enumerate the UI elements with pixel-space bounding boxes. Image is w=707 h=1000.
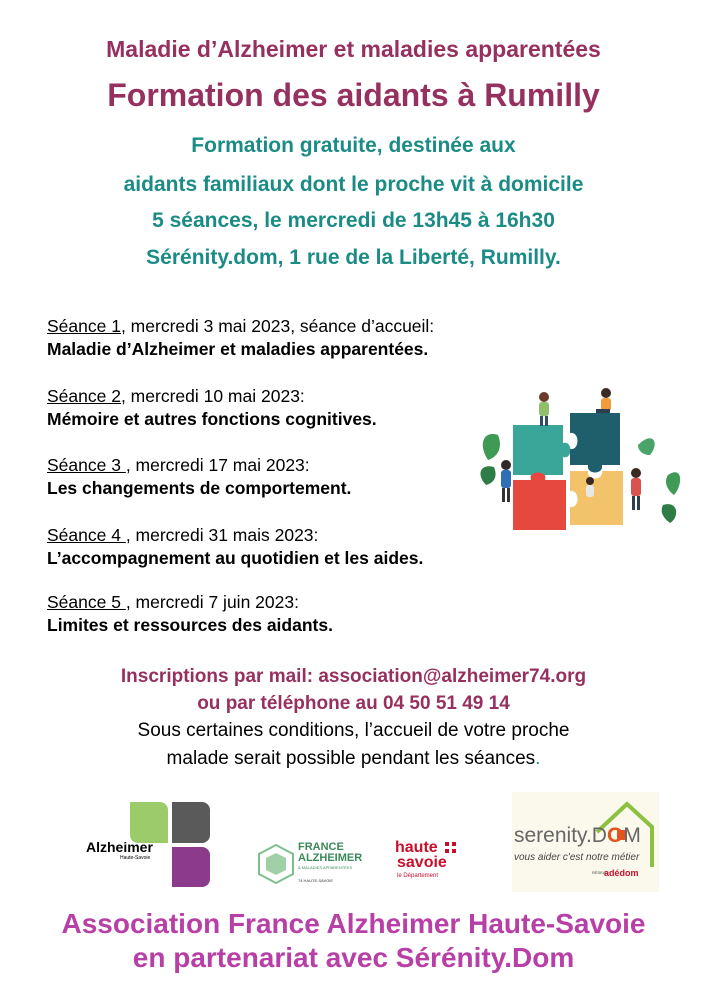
fa-logo-line1: FRANCE — [298, 841, 344, 853]
session-topic: Maladie d’Alzheimer et maladies apparentées. — [47, 339, 429, 359]
hs-logo-line3: le Département — [397, 873, 439, 879]
alzheimer-logo-name: Alzheimer — [86, 839, 153, 855]
session-label: Séance 5 — [47, 592, 126, 612]
registration-phone: ou par téléphone au 04 50 51 49 14 — [197, 693, 510, 714]
serenity-dom-logo — [512, 792, 659, 892]
puzzle-illustration — [478, 385, 683, 533]
header-subtitle: Maladie d’Alzheimer et maladies apparentées — [106, 36, 601, 62]
session-3 — [47, 455, 351, 498]
alzheimer-logo-region: Haute-Savoie — [120, 855, 151, 861]
france-alzheimer-logo — [255, 838, 380, 893]
session-topic: Limites et ressources des aidants. — [47, 615, 333, 635]
session-1 — [47, 316, 434, 359]
footer-line-2: en partenariat avec Sérénity.Dom — [132, 942, 575, 973]
session-label: Séance 1 — [47, 316, 121, 336]
hs-logo-line1: haute — [395, 839, 438, 856]
puzzle-piece-red — [513, 473, 566, 531]
intro-line-1: Formation gratuite, destinée aux — [191, 134, 516, 157]
session-date: , mercredi 10 mai 2023: — [120, 386, 305, 406]
conditions-line-1: Sous certaines conditions, l’accueil de votre proche — [137, 720, 570, 741]
conditions-line-2 — [0, 748, 707, 770]
session-date: , mercredi 3 mai 2023, séance d’accueil: — [120, 316, 435, 336]
session-4 — [47, 525, 423, 568]
fa-logo-line3: & MALADIES APPARENTÉES — [298, 865, 353, 870]
serenity-house-icon: O — [606, 824, 624, 847]
footer-line-1: Association France Alzheimer Haute-Savoie — [61, 908, 646, 939]
session-2 — [47, 386, 377, 429]
session-date: , mercredi 7 juin 2023: — [125, 592, 299, 612]
conditions-text: malade serait possible pendant les séances — [166, 748, 536, 769]
hs-logo-line2: savoie — [397, 854, 447, 871]
fa-logo-line4: 74 HAUTE-SAVOIE — [298, 878, 334, 883]
hs-cross-icon — [445, 842, 457, 854]
intro-line-3: 5 séances, le mercredi de 13h45 à 16h30 — [152, 209, 555, 232]
fa-logo-line2: ALZHEIMER — [298, 852, 363, 864]
serenity-logo-adedom: adédom — [604, 868, 639, 878]
conditions-period: . — [535, 748, 541, 769]
session-date: , mercredi 31 mais 2023: — [125, 525, 319, 545]
serenity-logo-network: RÉSEAU — [592, 870, 609, 875]
haute-savoie-logo — [395, 840, 465, 890]
puzzle-piece-yellow — [570, 471, 623, 525]
puzzle-piece-dark — [570, 413, 620, 473]
serenity-logo-tagline: vous aider c'est notre métier — [514, 852, 640, 863]
page-title: Formation des aidants à Rumilly — [107, 77, 600, 113]
session-label: Séance 2 — [47, 386, 121, 406]
intro-line-2: aidants familiaux dont le proche vit à domicile — [123, 173, 584, 196]
registration-mail: Inscriptions par mail: association@alzheimer74.org — [120, 666, 587, 687]
session-topic: Mémoire et autres fonctions cognitives. — [47, 409, 377, 429]
session-5 — [47, 592, 333, 635]
session-date: , mercredi 17 mai 2023: — [125, 455, 310, 475]
session-label: Séance 3 — [47, 455, 126, 475]
serenity-logo-name — [514, 825, 641, 847]
serenity-name-end: M — [623, 824, 641, 847]
serenity-name-text: serenity.D — [514, 824, 607, 847]
alzheimer-hs-logo — [82, 797, 217, 892]
session-topic: Les changements de comportement. — [47, 478, 352, 498]
session-topic: L’accompagnement au quotidien et les aides. — [47, 548, 424, 568]
session-label: Séance 4 — [47, 525, 126, 545]
intro-line-4: Sérénity.dom, 1 rue de la Liberté, Rumilly. — [146, 246, 561, 269]
